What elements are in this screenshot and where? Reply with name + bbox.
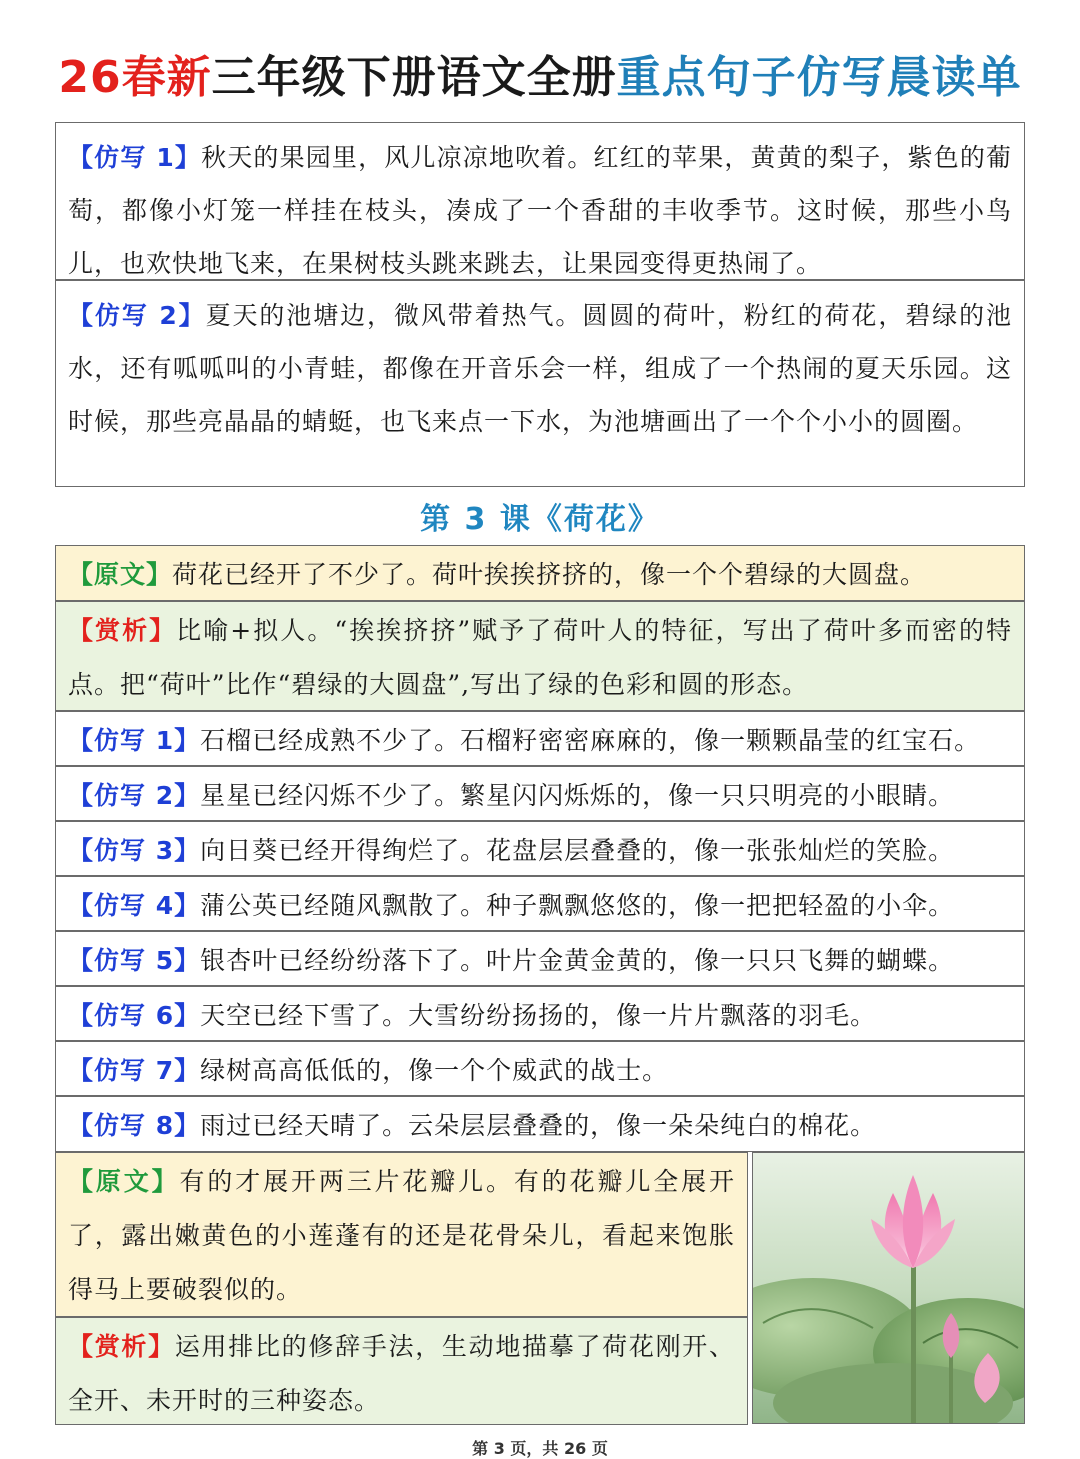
imitation-tag: 【仿写 2】 <box>68 780 201 810</box>
lesson-title: 第 3 课《荷花》 <box>420 502 660 537</box>
imitation-text: 蒲公英已经随风飘散了。种子飘飘悠悠的，像一把把轻盈的小伞。 <box>200 890 955 920</box>
imitation-text: 向日葵已经开得绚烂了。花盘层层叠叠的，像一张张灿烂的笑脸。 <box>200 835 955 865</box>
imitation-box-2 <box>55 280 1025 487</box>
analysis-row-2 <box>55 1317 748 1425</box>
title-part-red: 26春新 <box>58 52 212 103</box>
imitation-tag: 【仿写 3】 <box>68 835 201 865</box>
imitation-box-1 <box>55 122 1025 280</box>
analysis-text: 运用排比的修辞手法，生动地描摹了荷花刚开、全开、未开时的三种姿态。 <box>68 1332 735 1415</box>
imitation-text: 绿树高高低低的，像一个个威武的战士。 <box>200 1055 669 1085</box>
imitation-row-3 <box>55 821 1025 876</box>
imitation-paragraph-2 <box>56 281 1024 452</box>
imitation-tag: 【仿写 8】 <box>68 1111 201 1140</box>
imitation-row-8 <box>55 1096 1025 1152</box>
imitation-row-4 <box>55 876 1025 931</box>
imitation-tag: 【仿写 2】 <box>68 301 206 330</box>
title-part-black: 三年级下册语文全册 <box>211 52 617 103</box>
analysis-tag: 【赏析】 <box>68 1332 175 1361</box>
imitation-tag: 【仿写 4】 <box>68 890 201 920</box>
imitation-text: 夏天的池塘边，微风带着热气。圆圆的荷叶，粉红的荷花，碧绿的池水，还有呱呱叫的小青蛙，都像在开音乐会一样，组成了一个热闹的夏天乐园。这时候，那些亮晶晶的蜻蜓，也飞来点一下水，为池塘画出了一个个小小的圆圈。 <box>68 301 1012 436</box>
imitation-row-6 <box>55 986 1025 1041</box>
imitation-text: 星星已经闪烁不少了。繁星闪闪烁烁的，像一只只明亮的小眼睛。 <box>200 780 955 810</box>
page-footer: 第 3 页，共 26 页 <box>472 1439 608 1458</box>
analysis-text: 比喻+拟人。“挨挨挤挤”赋予了荷叶人的特征，写出了荷叶多而密的特点。把“荷叶”比作“碧绿的大圆盘”,写出了绿的色彩和圆的形态。 <box>68 616 1012 699</box>
imitation-text: 石榴已经成熟不少了。石榴籽密密麻麻的，像一颗颗晶莹的红宝石。 <box>200 725 981 755</box>
imitation-text: 雨过已经天晴了。云朵层层叠叠的，像一朵朵纯白的棉花。 <box>200 1111 877 1140</box>
original-tag: 【原文】 <box>68 560 173 589</box>
imitation-text: 银杏叶已经纷纷落下了。叶片金黄金黄的，像一只只飞舞的蝴蝶。 <box>200 945 955 975</box>
imitation-row-5 <box>55 931 1025 986</box>
imitation-row-2 <box>55 766 1025 821</box>
title-part-blue: 重点句子仿写晨读单 <box>616 52 1022 103</box>
original-row <box>55 545 1025 601</box>
imitation-text: 秋天的果园里，风儿凉凉地吹着。红红的苹果，黄黄的梨子，紫色的葡萄，都像小灯笼一样挂在枝头，凑成了一个香甜的丰收季节。这时候，那些小鸟儿，也欢快地飞来，在果树枝头跳来跳去，让果园变得更热闹了。 <box>68 143 1012 278</box>
analysis-tag: 【赏析】 <box>68 616 177 645</box>
imitation-row-7 <box>55 1041 1025 1096</box>
imitation-tag: 【仿写 5】 <box>68 945 201 975</box>
lotus-photo <box>752 1152 1025 1424</box>
page-title <box>0 42 1080 114</box>
original-row-2 <box>55 1152 748 1317</box>
analysis-row <box>55 601 1025 711</box>
original-text: 荷花已经开了不少了。荷叶挨挨挤挤的，像一个个碧绿的大圆盘。 <box>172 560 927 589</box>
lotus-flower-icon <box>753 1153 1025 1424</box>
original-tag: 【原文】 <box>68 1167 180 1196</box>
original-text: 有的才展开两三片花瓣儿。有的花瓣儿全展开了，露出嫩黄色的小莲蓬有的还是花骨朵儿，看起来饱胀得马上要破裂似的。 <box>68 1167 735 1304</box>
imitation-tag: 【仿写 1】 <box>68 143 202 172</box>
imitation-tag: 【仿写 1】 <box>68 725 201 755</box>
imitation-row-1 <box>55 711 1025 766</box>
imitation-paragraph-1 <box>56 123 1024 294</box>
imitation-tag: 【仿写 7】 <box>68 1055 201 1085</box>
imitation-text: 天空已经下雪了。大雪纷纷扬扬的，像一片片飘落的羽毛。 <box>200 1000 877 1030</box>
imitation-tag: 【仿写 6】 <box>68 1000 201 1030</box>
